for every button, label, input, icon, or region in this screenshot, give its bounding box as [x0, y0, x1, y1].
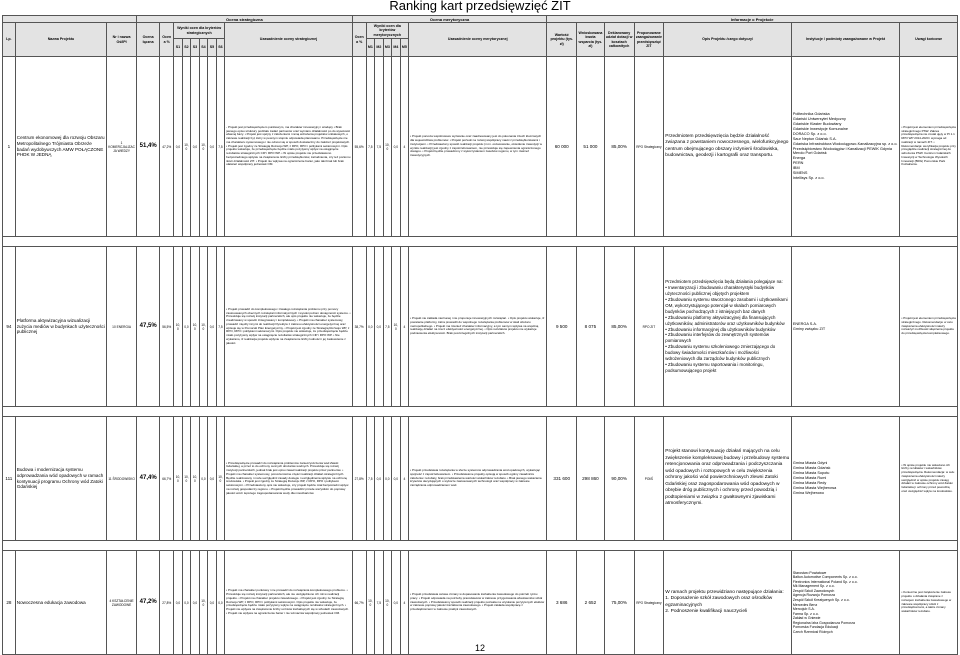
header-project-name: Nazwa Projektu — [15, 23, 106, 57]
row-merit-pct: 55,6% — [352, 57, 366, 237]
section-merit: Ocena merytoryczna — [352, 16, 547, 23]
row-s1: 10,0 — [174, 247, 183, 407]
row-remarks: • Projekt jest elementem przedsięwzięcia strategicznego. Rekomendacja: w celu zwiększenia efektywności należy rozważyć możliwość włączenia projektu do przedsięwzięcia kompleksowego. — [900, 247, 958, 407]
header-row-groups — [3, 23, 958, 39]
row-m2: 0,0 — [375, 247, 384, 407]
header-remarks: Uwagi końcowe — [900, 23, 958, 57]
row-m3: 10,0 — [383, 551, 392, 655]
section-strategic: Ocena strategiczna — [136, 16, 352, 23]
row-m5: 4 — [400, 247, 409, 407]
row-description: W ramach projektu przewidziano następujące działania: 1. Doposażenie szkół zawodowych oraz ośrodków egzaminacyjnych 2. Podnoszenie kwalifikacji nauczycieli — [664, 551, 792, 655]
row-strategic-justification: • Przedsięwzięcie prowadzi do rozwiązania problemów zanieczyszczenia wód Zatoki Gdańskiej, a przez to do ochrony cennych obszarów wodnych. Przewiduje się rozwój instytucji partnerskich, jednak brak jest opisu zasad realizacji projektu przez partnerów. • Projekt ma charakter systemowy, porusza istotne części realizacji działań strategicznych. Będzie realizowany i może uwzględnić zasady dostępu i uwzględnienia wpływu na ochronę środowiska. • Projekt jest zgodny ze Strategią Rozwoju WP, z RPO, RPO i politykami sektorowymi. • Przedstawiony opis nie wskazuje, czy projekt będzie miał bezpośredni wpływ na rozwój gospodarczy regionu. • Projekt będzie prowadzić przede wszystkim do poprawy jakości wód i lepszego zagospodarowania wody dla mieszkańców. — [225, 417, 353, 541]
row-institutions: ENERGA S.A. Gminy związku ZIT — [791, 247, 899, 407]
row-declared-share: 85,00% — [604, 57, 634, 237]
criterion-s5: S5 — [208, 39, 217, 57]
row-s6: 0,0 — [216, 551, 225, 655]
row-project-name: Nowoczesna edukacja zawodowa — [15, 551, 106, 655]
criterion-m3: M3 — [383, 39, 392, 57]
row-strategic-pct: 66,7% — [160, 417, 174, 541]
header-merit-score-pct: Ocena % — [352, 23, 366, 57]
row-s1: 0,0 — [174, 57, 183, 237]
row-s4: 0,0 — [199, 417, 208, 541]
row-s2: 10,0 — [182, 57, 191, 237]
row-strategic-justification: • Projekt ma charakter punktowy i nie prowadzi do rozwiązania kompleksowego problemu. • Przewiduje się rozwój instytucji partnerskich, ale nie uwzględniono ich roli w realizacji projektu. • Projekt ma charakter projektu zawodowego. • Projekt jest zgodny ze Strategią Rozwoju WP, z RPO, RPO i politykami sektorowymi. Opis projektu nie wskazuje, że przedsięwzięcie będzie miało pozytywny wpływ na osiągnięcie rezultatów strategicznych. • Projekt nie wpływa na zwiększenie liczby uczniów kształcących się w szkołach zawodowych. • Projekt nie wpływa na ograniczenie barier i nie wzmacnia współpracy jednostek OM. — [225, 551, 353, 655]
row-lp: 94 — [3, 247, 16, 407]
row-proposed-rate: RPO Strategiczny — [634, 551, 664, 655]
row-lp: 28 — [3, 551, 16, 655]
row-proposed-rate: RPO ZIT — [634, 247, 664, 407]
row-s5: 0,0 — [208, 417, 217, 541]
row-project-value: 3 686 — [547, 551, 577, 655]
row-strategic-justification: • Projekt prowadzi do kompleksowego i trwałego rozwiązania problemu przy pomocy zastosowanych obecnych rozwiązań informatycznych i wysoki poziom dostępności systemu. • Przewiduje się rozwój instytucji partnerskich, ale opis projektu nie wskazuje, że będzie zrealizowany w sposób zintegrowany i kompleksowy. • Projekt ma charakter systemowy, prowadzi między innymi do realizacji Dyrektyw z zakresu efektywności energetycznej oraz wpisuje się w Pomorski Plan Energetyczny. • Projekt jest zgodny ze Strategią Rozwoju WP, z RPO, RPO i politykami sektorowymi. Opis projektu nie wskazuje, że przedsięwzięcie będzie miało pozytywny wpływ na osiągnięcie rezultatów strategicznych CIP i RPO WP. • Nie wykazano, iż realizacja projektu wpłynie na zwiększenie liczby ludności i jej zadowolenie z jakości. — [225, 247, 353, 407]
row-s5: 0,0 — [208, 57, 217, 237]
row-total-score: 51,4% — [136, 57, 159, 237]
row-s3: 0,0 — [191, 551, 200, 655]
header-strategic-justification: Uzasadnienie oceny strategicznej — [225, 23, 353, 57]
row-s4: 10,0 — [199, 551, 208, 655]
row-s3: 10,0 — [191, 247, 200, 407]
row-m3: 0,0 — [383, 417, 392, 541]
row-lp: 111 — [3, 417, 16, 541]
row-merit-justification: • Projekt nie zakłada nieznanej i nie proponuje innowacyjnych rozwiązań. • Opis projektu wskazuje, iż powstanie platformy, która prowadzi do wspólnego rozwiązania problemów w skali obszaru metropolitalnego. • Projekt ma również charakter informacyjny, a tym samym wpływa na wspólną realizację działań na rzecz efektywności energetycznej. • Opis rezultatów projektu nie wykazuje podniesienia efektywności. Brak poszczególnych instytucji partnerskich. — [409, 247, 547, 407]
row-m5: 4 — [400, 551, 409, 655]
criterion-s3: S3 — [191, 39, 200, 57]
row-project-name: Centrum ekonomowej dla rozwoju Obszaru Metropolitalnego Trójmiasta Obrzeże badań wydobywczych AMW POŁĄCZONE PHDK W JEDNĄ — [15, 57, 106, 237]
header-merit-justification: Uzasadnienie oceny merytorycznej — [409, 23, 547, 57]
row-m5: 4 — [400, 57, 409, 237]
section-info: Informacje o Projekcie — [547, 16, 958, 23]
header-description: Opis Projektu /czego dotyczy/ — [664, 23, 792, 57]
row-m4: 0,0 — [392, 551, 401, 655]
header-merit-results: Wyniki ocen dla kryteriów merytorycznych — [366, 23, 409, 39]
row-m4: 0,0 — [392, 417, 401, 541]
criterion-s4: S4 — [199, 39, 208, 57]
page-number: 12 — [474, 643, 485, 653]
row-s1: 10,0 — [174, 417, 183, 541]
row-m1: 0,0 — [366, 247, 375, 407]
row-strategic-pct: 47,2% — [160, 57, 174, 237]
criterion-s1: S1 — [174, 39, 183, 57]
row-s1: 0,0 — [174, 551, 183, 655]
table-row — [3, 551, 958, 655]
row-institutions: Politechnika Gdańska Gdański Uniwersytet Medyczny Gdańskie Klaster Budowlany Gdańskie Inwestycje Komunalne DORACO Sp. z o.o. Saur Neptun Gdańsk S.A. Gdańska Infrastruktura Wodociągowo-Kanalizacyjna sp. z o.o. Przedsiębiorstwo Wodociągów i Kanalizacji PEWIK Gdynia Merolo Port Gdańsk Energa PERN IBM SIMENS Intellisys Sp. z o.o. — [791, 57, 899, 237]
row-s6: 10,0 — [216, 417, 225, 541]
header-score-pct: Ocena % — [160, 23, 174, 57]
table-row — [3, 417, 958, 541]
row-merit-pct: 27,8% — [352, 417, 366, 541]
row-m2: 7,5 — [375, 57, 384, 237]
row-total-score: 47,4% — [136, 417, 159, 541]
row-proposed-rate: RPO Strategiczny — [634, 57, 664, 237]
row-description: Przedmiotem przedsięwzięcia będą działania polegające na: • Inwentaryzacji i zbudowaniu charakterystyki budynków użyteczności publicznej objętych projektem • Zbudowaniu systemu stworzonego zasobami i użytkownikami OM, wykorzystującego potencjał w skalach pomiarowych budynków pochodzących z istniejących baz danych • Zbudowaniu platformy aktywizacyjnej dla finansujących użytkowników, administratorów oraz użytkowników budynków • Zbudowaniu informacyjnej dla użytkowników budynków • Zbudowaniu interfejsów do zewnętrznych systemów pomiarowych • Zbudowaniu systemu szkoleniowego zmierzającego do budowy świadomości mieszkańców i możliwości wdrożeniowych dla zarządców budynków publicznych • Zbudowaniu systemu raportowania i monitoringu, podsumowującego projekt — [664, 247, 792, 407]
row-support: 2 652 — [577, 551, 605, 655]
row-m5: 4 — [400, 417, 409, 541]
row-m3: 10,0 — [383, 57, 392, 237]
row-description: Przedmiotem przedsięwzięcia będzie działalność związana z powstaniem nowoczesnego, wielofunkcyjnego centrum obejmującego obszary inżynierii środowiska, budownictwa, geodezji i kartografii oraz transportu. — [664, 57, 792, 237]
header-project-value: Wartość projektu (tys. zł) — [547, 23, 577, 57]
row-m4: 0,0 — [392, 57, 401, 237]
row-m4: 10,0 — [392, 247, 401, 407]
row-m1: 7,5 — [366, 57, 375, 237]
criterion-m4: M4 — [392, 39, 401, 57]
row-proposed-rate: POIiŚ — [634, 417, 664, 541]
criterion-s6: S6 — [216, 39, 225, 57]
row-s4: 10,0 — [199, 57, 208, 237]
criterion-m5: M5 — [400, 39, 409, 57]
row-merit-pct: 38,7% — [352, 247, 366, 407]
header-total-score: Ocena łączna — [136, 23, 159, 57]
header-declared-share: Deklarowany udział dotacji w kosztach całkowitych — [604, 23, 634, 57]
row-declared-share: 85,00% — [604, 247, 634, 407]
row-s6: 7,5 — [216, 57, 225, 237]
row-support: 298 860 — [577, 417, 605, 541]
row-support: 51 000 — [577, 57, 605, 237]
row-m2: 0,0 — [375, 417, 384, 541]
table-row — [3, 57, 958, 237]
row-s2: 0,0 — [182, 551, 191, 655]
row-applicant: 11 ŚRODOWISKO — [107, 417, 137, 541]
row-separator — [3, 541, 958, 551]
header-strategic-results: Wyniki ocen dla kryteriów strategicznych — [174, 23, 225, 39]
row-s5: 0,0 — [208, 247, 217, 407]
header-institutions: Instytucje / podmioty zaangażowane w Projekt — [791, 23, 899, 57]
row-separator — [3, 407, 958, 417]
table-row — [3, 247, 958, 407]
page-title: Ranking kart przedsięwzięć ZIT — [389, 0, 571, 13]
ranking-table — [2, 15, 958, 655]
row-total-score: 47,5% — [136, 247, 159, 407]
row-remarks: • Projekt jest elementem przedsięwzięcia strategicznego PSW. Zakres przedsięwzięcia nie został ujęty w PI 1.1 RPO WP 2014-2020 i wymaga od realizacji w ramach ZIT. • Rekomendacja: weryfikacja projektu przy przeglądzie realizacji strategicznej do wdrożenia PSW. Centrum Gdańskich Inwestycji w Technologie Wysokich Innowacji (BRG) Pomorskie Park Kształcenia. — [900, 57, 958, 237]
row-s3: 0,0 — [191, 57, 200, 237]
header-proposed-rate: Proponowane zaangażowanie przedsięwzięć ZIT — [634, 23, 664, 57]
header-lp: Lp. — [3, 23, 16, 57]
row-project-value: 331 600 — [547, 417, 577, 541]
header-applicant: Nr i nazwa Oś/IPI — [107, 23, 137, 57]
row-lp: 1 — [3, 57, 16, 237]
row-strategic-justification: - Projekt jest przedsięwzięciem punktowym, ma charakter innowacyjny i wiodący • Brak jasnego opisu struktury podziału zadań partnerów oraz wymiaru działalności po do wysokości własnej bazy. • Projekt jest spójny z założeniami i ramą wdrożenia projektów unikatowych, o zakresie realizacji był, który w pewnym stopniu odpowiada planowaniu. Przedsięwzięcie nie ma charakteru systemowego i nie odnosi się w sposób dostateczny do założeń projektowych. • Projekt jest zgodny ze Strategią Rozwoju WP, z RPO, RPO i politykami sektorowymi. Opis projektu wskazuje, że przedsięwzięcie będzie miało pozytywny wpływ na osiągnięcie rezultatów strategicznych CIP i RPO WP. • W opisie projektu nie przedstawiono bezpośredniego wpływu na zwiększenie liczby przedsiębiorstw, zatrudnienia, czy też poziomu ilości działalności ZIT. • Projekt nie wpływa na ograniczenie barier, jako taki brak lub brak ułatwień współpracy jednostek OM. — [225, 57, 353, 237]
row-m2: 7,5 — [375, 551, 384, 655]
row-institutions: Starostwo Powiatowe Baltun Automotive Components Sp. z o.o. Flextronics International Poland Sp. z o.o. Mk Management Sp. z o.o. Zespół Szkół Zawodowych Agencja Rozwoju Pomorza Zespół Szkół Kreatywnych Sp. z o.o. Mercedes Benz Mercojub S.A. Farma Sp. z o.o. Zakład w Gniewie Regionalna Izba Gospodarcza Pomorza Pomorska Fundacja Edukacji Czech Rzemiosł Różnych — [791, 551, 899, 655]
header-row-sections — [3, 16, 958, 23]
row-merit-justification: • Projekt porusza wspólnotowe wyzwanie oraz zaadresowany jest do pokonania trzech kluczowych dla województwa problemów. • Projekt pozwoli na rozwój współpracy nauki z przedsiębiorstwami i instytucjami. • Przedstawiony sposób realizacji projektu (m.in. oszacowanie, określenie inwestycji w wyniku realizacji) jest zgodny z zapotrzebowaniem, nie przewiduje się zapewnienia ograniczonego dostępu. • Projekt będzie prowadzony z wykorzystaniem zasobów regionu, w tym również inwestycyjnych. — [409, 57, 547, 237]
row-applicant: 10 ENERGIA — [107, 247, 137, 407]
row-project-value: 9 500 — [547, 247, 577, 407]
row-declared-share: 90,00% — [604, 417, 634, 541]
row-m3: 7,5 — [383, 247, 392, 407]
row-m1: 10,0 — [366, 551, 375, 655]
row-merit-justification: • Projekt przedstawia rozwiązania w sferze systemów odprowadzania wód opadowych, wykazując spójność z zapotrzebowaniem. • Przedstawione projekty opisują w sposób ogólny zasadnicze założenia i rezultaty, brak przedstawienia wartości wskaźników rezultatu. • Brak jasnego wskazania kryteriów decydujących o wyborze zastosowanych technologii oraz współpracy w zakresie zarządzania odprowadzaniem wód. — [409, 417, 547, 541]
row-s2: 10,0 — [182, 417, 191, 541]
row-strategic-pct: 27,8% — [160, 551, 174, 655]
row-remarks: • Konieczne jest zwiększenie zakresu projektu o działania związane z rozwojem kształcenia zawodowego w zakresie współpracy szkół z przedsiębiorcami, a także zmiany wskaźników rezultatu. — [900, 551, 958, 655]
row-support: 8 075 — [577, 247, 605, 407]
row-s3: 10,0 — [191, 417, 200, 541]
row-m1: 7,5 — [366, 417, 375, 541]
row-s4: 10,0 — [199, 247, 208, 407]
row-project-name: Platforma aktywizacyjna wizualizacji zużycia mediów w budynkach użyteczności publicznej — [15, 247, 106, 407]
row-description: Projekt stanowi kontynuację działań mających na celu zwiększenie kompleksowej budowy i przebudowy systemu retencjonowania oraz odprowadzania i podczyszczania wód opadowych i roztopowych w celu zwiększenia ochrony jakości wód powierzchniowych zlewni Zatoki Gdańskiej oraz zagospodarowania wód opadowych w obrębie dróg publicznych i ochrony przed powodzią i podtopieniami w związku z gwałtownymi zjawiskami atmosferycznymi. — [664, 417, 792, 541]
row-project-value: 60 000 — [547, 57, 577, 237]
row-institutions: Gmina Miasta Gdyni Gmina Miasta Gdańsk Gmina Miasta Sopotu Gmina Miasta Rumi Gmina Miasta Redy Gmina Miasta Wejherowa Gmina Wejherowo — [791, 417, 899, 541]
criterion-m2: M2 — [375, 39, 384, 57]
row-project-name: Budowa i modernizacja systemu odprowadzania wód opadowych w ramach kontynuacji programu Ochrony wód Zatoki Gdańskiej — [15, 417, 106, 541]
row-s6: 7,5 — [216, 247, 225, 407]
criterion-s2: S2 — [182, 39, 191, 57]
row-merit-justification: • Projekt przedstawia celowe zmiany w dopasowaniu kształcenia zawodowego do potrzeb rynku pracy. • Projekt odpowiada na potrzeby pracodawców w zakresie przygotowania absolwentów szkół zawodowych. • Przedstawiony sposób realizacji projektu pozwala na uzyskanie pozytywnych efektów w zakresie poprawy jakości kształcenia zawodowego. • Projekt zakłada współpracę z przedsiębiorcami w zakresie praktyk zawodowych. — [409, 551, 547, 655]
row-strategic-pct: 56,5% — [160, 247, 174, 407]
row-s5: 0,0 — [208, 551, 217, 655]
row-s2: 0,0 — [182, 247, 191, 407]
row-applicant: 4 KSZTAŁCENIE ZAWODOWE — [107, 551, 137, 655]
criterion-m1: M1 — [366, 39, 375, 57]
row-remarks: • W opisie projektu nie wskazano ich liczby rezultatów i wskaźników przedsięwzięcia. Rekomendacja: w celu zwiększenia efektywności należy uwzględnić w opisie projektu zasięg działań w zakresie ochrony wód Zatoki Gdańskiej i ochrony przed powodzią oraz uwzględnić wpływ na środowisko. — [900, 417, 958, 541]
row-merit-pct: 66,7% — [352, 551, 366, 655]
row-separator — [3, 237, 958, 247]
row-applicant: 1 KOMERCJALIZACJA WIEDZY — [107, 57, 137, 237]
row-declared-share: 75,00% — [604, 551, 634, 655]
header-min-support: Wnioskowana kwota wsparcia (tys. zł) — [577, 23, 605, 57]
row-total-score: 47,2% — [136, 551, 159, 655]
